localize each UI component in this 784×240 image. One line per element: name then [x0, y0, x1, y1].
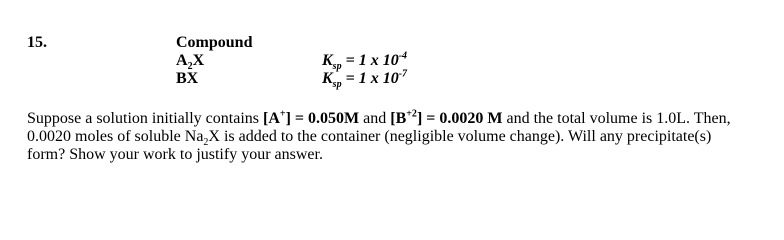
table-header-compound: Compound: [176, 34, 253, 51]
question-paragraph: [27, 110, 767, 164]
ksp-bx: $K_{sp} = 1$ x $10^{-7}$: [322, 68, 408, 91]
conc-a: [A+] = 0.050M: [262, 108, 360, 127]
compound-a2x: $A_2X$: [176, 52, 205, 73]
ksp-table: [176, 34, 408, 91]
ksp-a2x: $K_{sp} = 1$ x $10^{-4}$: [322, 50, 408, 73]
compound-bx: BX: [176, 70, 199, 87]
conc-b: $[B^{+2}] = 0.0020$ M: [390, 108, 503, 127]
table-row: [176, 68, 408, 91]
paragraph-line-2: 0.0020 moles of soluble $Na_2X$ is added to the container (negligible volume change). Will any precipitate(s): [27, 128, 712, 149]
question-number: 15.: [27, 34, 47, 51]
paragraph-line-1: Suppose a solution initially contains [A+] = 0.050M and $[B^{+2}] = 0.0020$ M and the total volume is 1.0L. Then,: [27, 108, 731, 127]
paragraph-line-3: form? Show your work to justify your answer.: [27, 146, 323, 163]
table-row: [176, 50, 408, 73]
